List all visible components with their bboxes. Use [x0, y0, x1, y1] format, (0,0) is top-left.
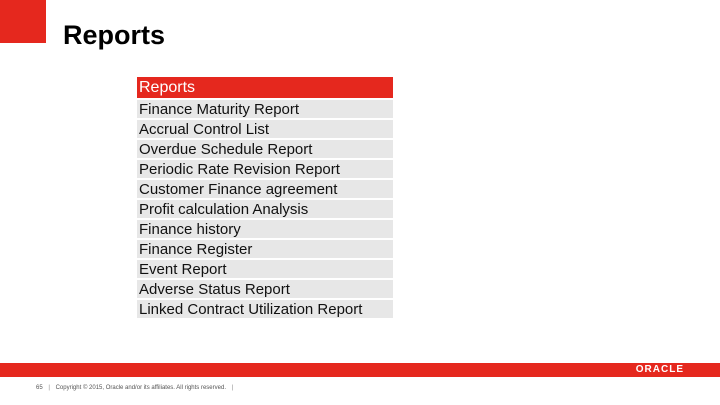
table-row: [137, 180, 393, 200]
table-header-cell: Reports: [137, 77, 393, 100]
table-cell: Customer Finance agreement: [137, 180, 393, 200]
table-cell: Finance Maturity Report: [137, 100, 393, 120]
footer-text: [36, 385, 237, 391]
table-row: [137, 240, 393, 260]
table-row: [137, 300, 393, 320]
footer-separator: |: [231, 385, 234, 391]
footer-separator: |: [48, 385, 50, 391]
table-cell: Periodic Rate Revision Report: [137, 160, 393, 180]
table-row: [137, 200, 393, 220]
table-cell: Event Report: [137, 260, 393, 280]
table-cell: Profit calculation Analysis: [137, 200, 393, 220]
table-cell: Finance history: [137, 220, 393, 240]
table-cell: Accrual Control List: [137, 120, 393, 140]
table-row: [137, 280, 393, 300]
reports-table: [137, 77, 393, 320]
table-row: [137, 260, 393, 280]
table-row: [137, 140, 393, 160]
footer-bar: [0, 363, 720, 377]
accent-square: [0, 0, 46, 43]
table-header-row: [137, 77, 393, 100]
table-cell: Linked Contract Utilization Report: [137, 300, 393, 320]
table-cell: Overdue Schedule Report: [137, 140, 393, 160]
table-row: [137, 100, 393, 120]
page-number: 65: [36, 385, 43, 391]
oracle-logo: ORACLE: [635, 364, 684, 375]
table-cell: Finance Register: [137, 240, 393, 260]
copyright-text: Copyright © 2015, Oracle and/or its affiliates. All rights reserved.: [55, 385, 226, 391]
table-row: [137, 120, 393, 140]
table-cell: Adverse Status Report: [137, 280, 393, 300]
table-row: [137, 220, 393, 240]
table-row: [137, 160, 393, 180]
page-title: Reports: [63, 20, 166, 50]
